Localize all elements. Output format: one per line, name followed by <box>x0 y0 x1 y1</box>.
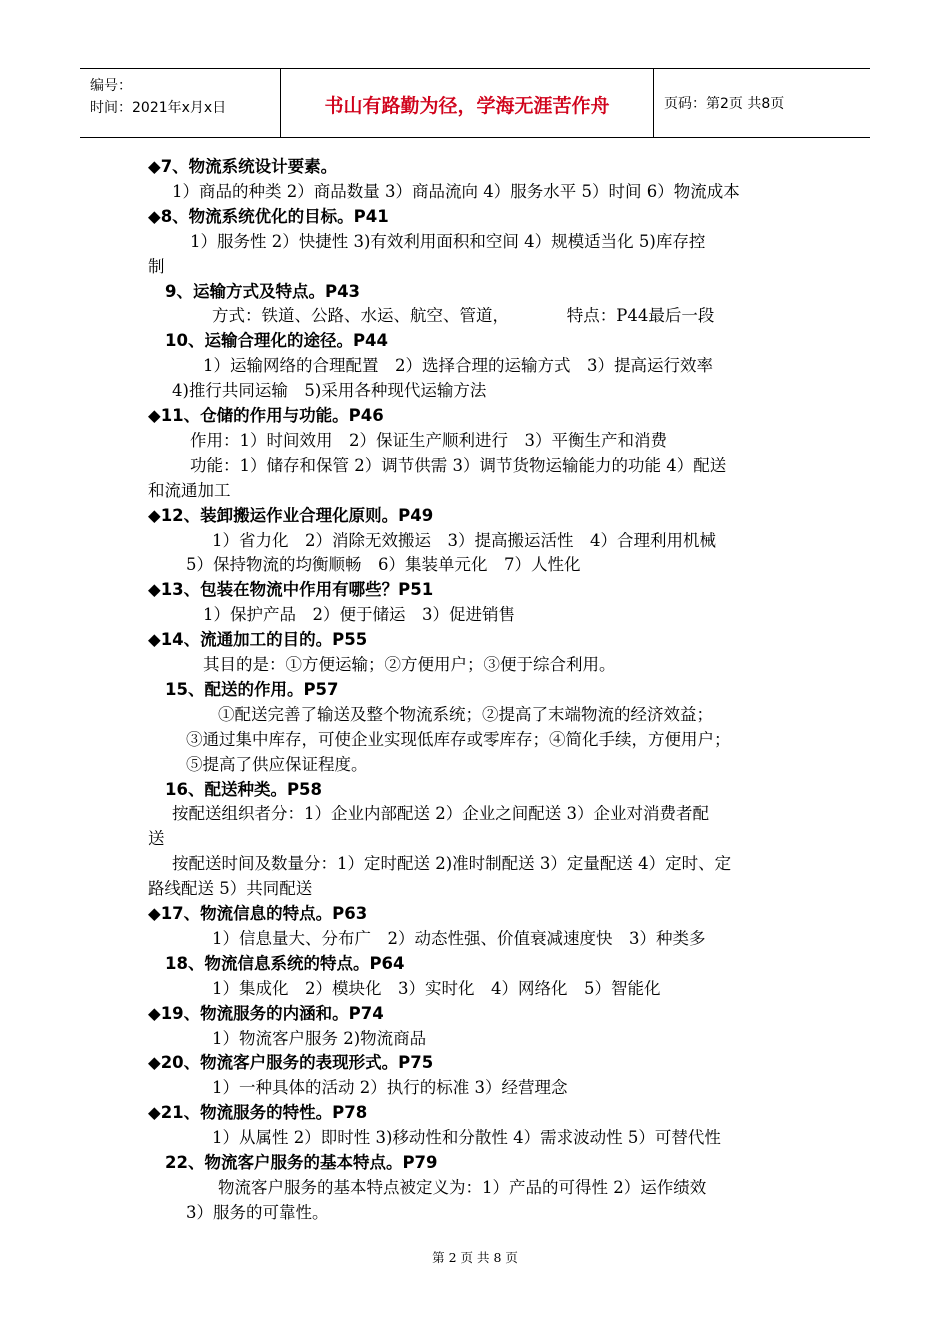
body-text-line: ①配送完善了输送及整个物流系统；②提高了末端物流的经济效益； <box>218 704 713 724</box>
section-heading: ◆7、物流系统设计要素。 <box>148 157 338 176</box>
body-text-line: 其目的是：①方便运输；②方便用户；③便于综合利用。 <box>203 655 616 674</box>
body-text-line: 方式：铁道、公路、水运、航空、管道， 特点：P44最后一段 <box>212 306 715 326</box>
section-heading: ◆20、物流客户服务的表现形式。P75 <box>148 1053 434 1073</box>
header-motto: 书山有路勤为径，学海无涯苦作舟 <box>324 95 610 117</box>
section-heading: 10、运输合理化的途径。P44 <box>165 331 389 351</box>
section-heading: 18、物流信息系统的特点。P64 <box>165 953 405 973</box>
body-text-line: ③通过集中库存，可使企业实现低库存或零库存；④简化手续，方便用户； <box>186 729 731 749</box>
page-footer: 第 2 页 共 8 页 <box>432 1250 518 1265</box>
section-heading: ◆17、物流信息的特点。P63 <box>148 904 368 923</box>
section-heading: ◆13、包装在物流中作用有哪些？P51 <box>148 580 434 600</box>
body-text-line: 制 <box>148 256 165 276</box>
body-text-line: 按配送组织者分：1）企业内部配送 2）企业之间配送 3）企业对消费者配 <box>172 804 709 824</box>
body-text-line: 功能：1）储存和保管 2）调节供需 3）调节货物运输能力的功能 4）配送 <box>190 455 727 475</box>
body-text-line: 1）信息量大、分布广 2）动态性强、价值衰减速度快 3）种类多 <box>212 928 706 948</box>
section-heading: ◆21、物流服务的特性。P78 <box>148 1103 368 1123</box>
section-heading: 9、运输方式及特点。P43 <box>165 281 361 301</box>
section-heading: 15、配送的作用。P57 <box>165 679 339 699</box>
body-text-line: 4)推行共同运输 5)采用各种现代运输方法 <box>172 381 487 401</box>
body-text-line: 3）服务的可靠性。 <box>186 1202 329 1222</box>
body-text-line: 1）一种具体的活动 2）执行的标准 3）经营理念 <box>212 1078 568 1098</box>
body-text-line: 1）保护产品 2）便于储运 3）促进销售 <box>203 605 515 625</box>
body-text-line: 和流通加工 <box>148 480 231 500</box>
page-header <box>80 68 870 138</box>
section-heading: ◆12、装卸搬运作业合理化原则。P49 <box>148 505 434 525</box>
body-text-line: 送 <box>148 829 165 849</box>
body-text-line: 1）从属性 2）即时性 3)移动性和分散性 4）需求波动性 5）可替代性 <box>212 1128 721 1148</box>
section-heading: ◆14、流通加工的目的。P55 <box>148 630 368 650</box>
body-text-line: 物流客户服务的基本特点被定义为：1）产品的可得性 2）运作绩效 <box>218 1177 707 1197</box>
section-heading: 16、配送种类。P58 <box>165 779 323 799</box>
body-text-line: 1）集成化 2）模块化 3）实时化 4）网络化 5）智能化 <box>212 978 661 998</box>
document-number-label: 编号： <box>90 78 132 94</box>
section-heading: ◆8、物流系统优化的目标。P41 <box>148 206 389 226</box>
header-info-cell <box>80 69 281 137</box>
section-heading: 22、物流客户服务的基本特点。P79 <box>165 1153 438 1172</box>
document-date-label: 时间：2021年x月x日 <box>90 100 227 116</box>
header-page-cell <box>654 69 870 137</box>
body-text-line: 作用：1）时间效用 2）保证生产顺利进行 3）平衡生产和消费 <box>190 430 667 450</box>
body-text-line: 1）运输网络的合理配置 2）选择合理的运输方式 3）提高运行效率 <box>203 356 713 376</box>
section-heading: ◆19、物流服务的内涵和。P74 <box>148 1003 384 1023</box>
section-heading: ◆11、仓储的作用与功能。P46 <box>148 406 384 425</box>
body-text-line: ⑤提高了供应保证程度。 <box>186 754 368 774</box>
body-text-line: 路线配送 5）共同配送 <box>148 879 313 899</box>
header-page-info: 页码：第2页 共8页 <box>664 96 785 112</box>
body-text-line: 1）物流客户服务 2)物流商品 <box>212 1028 427 1048</box>
body-text-line: 1）省力化 2）消除无效搬运 3）提高搬运活性 4）合理利用机械 <box>212 530 716 550</box>
body-text-line: 按配送时间及数量分：1）定时配送 2)准时制配送 3）定量配送 4）定时、定 <box>172 854 732 874</box>
body-text-line: 1）商品的种类 2）商品数量 3）商品流向 4）服务水平 5）时间 6）物流成本 <box>172 181 740 201</box>
header-motto-cell <box>281 69 654 137</box>
body-text-line: 1）服务性 2）快捷性 3)有效利用面积和空间 4）规模适当化 5)库存控 <box>190 231 706 251</box>
body-text-line: 5）保持物流的均衡顺畅 6）集装单元化 7）人性化 <box>186 555 581 575</box>
